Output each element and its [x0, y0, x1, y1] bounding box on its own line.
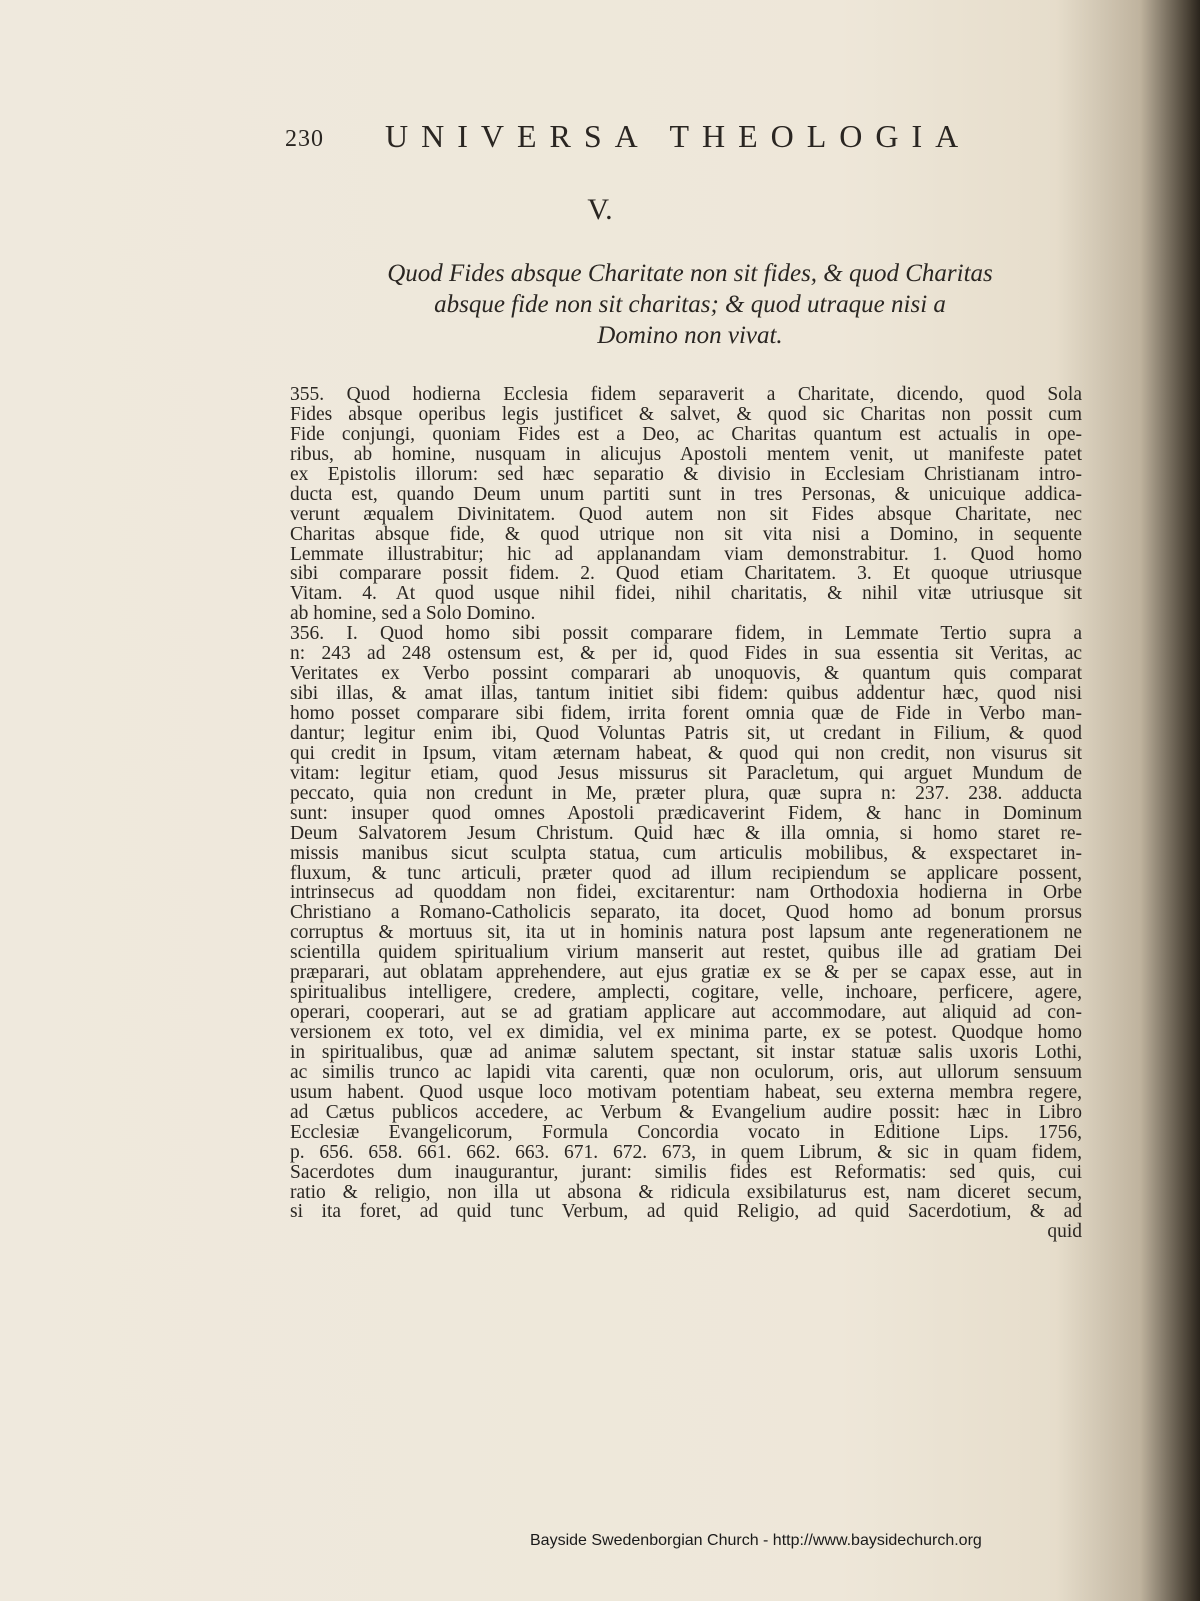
text-line: Christiano a Romano-Catholicis separato, ita docet, Quod homo ad bonum prorsus — [290, 903, 1082, 924]
text-line: vitam: legitur etiam, quod Jesus missurus sit Paracletum, qui arguet Mundum de — [290, 763, 1082, 784]
text-line: 356. I. Quod homo sibi possit comparare fidem, in Lemmate Tertio supra a — [290, 624, 1082, 645]
text-line: Sacerdotes dum inaugurantur, jurant: similis fides est Reformatis: sed quis, cui — [290, 1162, 1082, 1183]
text-line: peccato, quia non credunt in Me, præter plura, quæ supra n: 237. 238. adducta — [290, 783, 1082, 804]
page-header — [285, 118, 1005, 158]
heading-line: absque fide non sit charitas; & quod utraque nisi a — [434, 291, 946, 318]
text-line: ducta est, quando Deum unum partiti sunt in tres Personas, & unicuique addica- — [290, 484, 1082, 505]
text-line: verunt æqualem Divinitatem. Quod autem non sit Fides absque Charitate, nec — [290, 504, 1082, 525]
text-line: Charitas absque fide, & quod utrique non sit vita nisi a Domino, in sequente — [290, 524, 1082, 545]
text-line: præparari, aut oblatam apprehendere, aut ejus gratiæ ex se & per se capax esse, aut in — [290, 963, 1082, 984]
text-line: fluxum, & tunc articuli, præter quod ad illum recipiendum se applicare possent, — [290, 863, 1082, 884]
text-line: ad Cætus publicos accedere, ac Verbum & Evangelium audire possit: hæc in Libro — [290, 1102, 1082, 1123]
text-line: sunt: insuper quod omnes Apostoli prædicaverint Fidem, & hanc in Dominum — [290, 803, 1082, 824]
text-line: Ecclesiæ Evangelicorum, Formula Concordia vocato in Editione Lips. 1756, — [290, 1122, 1082, 1143]
text-line: dantur; legitur enim ibi, Quod Voluntas Patris sit, ut credant in Filium, & quod — [290, 723, 1082, 744]
text-line: corruptus & mortuus sit, ita ut in hominis natura post lapsum ante regenerationem ne — [290, 923, 1082, 944]
text-line: ribus, ab homine, nusquam in alicujus Apostoli mentem venit, ut manifeste patet — [290, 444, 1082, 465]
text-line: 355. Quod hodierna Ecclesia fidem separaverit a Charitate, dicendo, quod Sola — [290, 385, 1082, 405]
text-line: homo posset comparare sibi fidem, irrita forent omnia quæ de Fide in Verbo man- — [290, 704, 1082, 724]
text-line: Fide conjungi, quoniam Fides est a Deo, ac Charitas quantum est actualis in ope- — [290, 424, 1082, 445]
text-line: ex Epistolis illorum: sed hæc separatio & divisio in Ecclesiam Christianam intro- — [290, 464, 1082, 485]
text-line: versionem ex toto, vel ex dimidia, vel ex minima parte, ex se potest. Quodque homo — [290, 1023, 1082, 1043]
text-line: sibi illas, & amat illas, tantum initiet sibi fidem: quibus addentur hæc, quod nisi — [290, 684, 1082, 704]
running-title: UNIVERSA THEOLOGIA — [385, 118, 972, 154]
watermark: Bayside Swedenborgian Church - http://www.baysidechurch.org — [530, 1532, 982, 1549]
text-line: operari, cooperari, aut se ad gratiam applicare aut accommodare, aut aliquid ad con- — [290, 1003, 1082, 1023]
text-line: Veritates ex Verbo possint comparari ab unoquovis, & quantum quis comparat — [290, 664, 1082, 685]
page-number: 230 — [285, 126, 324, 152]
heading-line: Quod Fides absque Charitate non sit fides, & quod Charitas — [387, 260, 993, 287]
text-line: usum habent. Quod usque loco motivam potentiam habeat, seu externa membra regere, — [290, 1082, 1082, 1103]
text-line: in spiritualibus, quæ ad animæ salutem spectant, sit instar statuæ salis uxoris Lothi, — [290, 1042, 1082, 1063]
text-line: p. 656. 658. 661. 662. 663. 671. 672. 673, in quem Librum, & sic in quam fidem, — [290, 1142, 1082, 1163]
section-number: V. — [587, 193, 613, 226]
heading-line: Domino non vivat. — [597, 322, 783, 349]
text-line: Fides absque operibus legis justificet & salvet, & quod sic Charitas non possit cum — [290, 404, 1082, 425]
text-line: quid — [1047, 1222, 1082, 1243]
text-line: scientilla quidem spiritualium virium manserit aut restet, quibus ille ad gratiam Dei — [290, 943, 1082, 964]
body-text — [290, 385, 1082, 1242]
text-line: si ita foret, ad quid tunc Verbum, ad quid Religio, ad quid Sacerdotium, & ad — [290, 1202, 1082, 1223]
text-line: Lemmate illustrabitur; hic ad applanandam viam demonstrabitur. 1. Quod homo — [290, 544, 1082, 565]
text-line: Vitam. 4. At quod usque nihil fidei, nihil charitatis, & nihil vitæ utriusque sit — [290, 584, 1082, 605]
text-line: ac similis trunco ac lapidi vita carenti, quæ non oculorum, oris, aut ullorum sensuum — [290, 1062, 1082, 1083]
text-line: qui credit in Ipsum, vitam æternam habeat, & quod qui non credit, non visurus sit — [290, 743, 1082, 764]
text-line: ratio & religio, non illa ut absona & ridicula exsibilaturus est, nam diceret secum, — [290, 1182, 1082, 1203]
text-line: missis manibus sicut sculpta statua, cum articulis mobilibus, & exspectaret in- — [290, 843, 1082, 864]
text-line: intrinsecus ad quoddam non fidei, excitarentur: nam Orthodoxia hodierna in Orbe — [290, 883, 1082, 904]
text-line: n: 243 ad 248 ostensum est, & per id, quod Fides in sua essentia sit Veritas, ac — [290, 644, 1082, 665]
text-line: Deum Salvatorem Jesum Christum. Quid hæc & illa omnia, si homo staret re- — [290, 823, 1082, 844]
section-heading — [300, 258, 1080, 351]
text-line: sibi comparare possit fidem. 2. Quod etiam Charitatem. 3. Et quoque utriusque — [290, 564, 1082, 585]
text-line: ab homine, sed a Solo Domino. — [290, 604, 536, 625]
text-line: spiritualibus intelligere, credere, amplecti, cogitare, velle, inchoare, perficere, agere, — [290, 983, 1082, 1004]
